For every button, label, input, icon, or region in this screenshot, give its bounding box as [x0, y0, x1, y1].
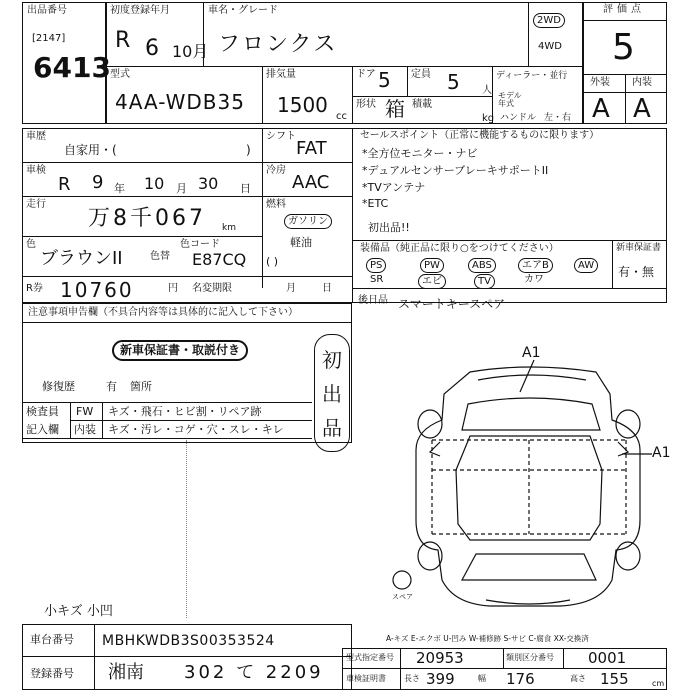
type-value: 4AA-WDB35 — [115, 90, 245, 114]
body-value: 箱 — [385, 97, 405, 121]
drive-4wd: 4WD — [538, 41, 562, 52]
inspection-month-unit: 月 — [176, 182, 187, 195]
diagram-legend: A-キズ E-エクボ U-凹み W-補修跡 S-サビ C-腐食 XX-交換済 — [386, 634, 589, 643]
divider — [400, 648, 401, 690]
name-change-label: 名変期限 — [192, 283, 232, 294]
recycle-label: R券 — [26, 283, 43, 294]
capacity-label: 定員 — [411, 69, 431, 80]
chassis-value: MBHKWDB3S00353524 — [102, 633, 275, 649]
damage-mark-top: A1 — [522, 345, 541, 361]
shift-value: FAT — [296, 138, 327, 159]
exterior-score: A — [592, 94, 610, 124]
inspection-year: 9 — [92, 172, 104, 193]
load-unit: kg — [482, 113, 495, 124]
handle-label: ハンドル — [500, 113, 537, 123]
displacement-label: 排気量 — [266, 69, 296, 80]
history-value: 自家用・( — [64, 143, 117, 157]
equipment-airbag: エアB — [518, 258, 553, 273]
divider — [503, 648, 504, 668]
displacement-value: 1500 — [277, 93, 328, 117]
equipment-pw: PW — [420, 258, 444, 273]
sales-item: 初出品!! — [368, 221, 410, 234]
sales-label: セールスポイント（正常に機能するものに限ります） — [360, 130, 600, 141]
capacity-value: 5 — [447, 70, 460, 94]
bottom-note: 小キズ 小凹 — [44, 604, 113, 619]
history-close: ) — [246, 143, 251, 157]
history-label: 車歴 — [26, 131, 46, 142]
dims-length-label: 長さ — [404, 674, 420, 683]
repair-value: 有 — [106, 380, 117, 393]
inspector-in-text: キズ・汚レ・コゲ・穴・スレ・キレ — [108, 423, 284, 436]
dims-label: 車検証明書 — [346, 674, 386, 683]
inspector-label-2: 記入欄 — [26, 423, 59, 436]
exterior-label: 外装 — [590, 77, 610, 88]
divider — [94, 624, 95, 690]
repair-label: 修復歴 — [42, 380, 75, 393]
dims-height-label: 高さ — [570, 674, 586, 683]
spare-label: スペア — [392, 593, 413, 601]
name-change-month: 月 — [286, 283, 296, 294]
dims-width-label: 幅 — [478, 674, 486, 683]
equipment-leather: カワ — [524, 274, 544, 285]
equipment-aw: AW — [574, 258, 598, 273]
mileage-unit: km — [222, 223, 236, 233]
body-label: 形状 — [356, 99, 376, 110]
model-name-label: 車名・グレード — [208, 5, 278, 16]
inspection-label: 車検 — [26, 165, 46, 176]
inspection-era: R — [58, 174, 71, 195]
inspector-in: 内装 — [74, 423, 96, 436]
lot-number: 6413 — [33, 51, 111, 84]
color-code: E87CQ — [192, 250, 247, 269]
fuel-other: ( ) — [266, 255, 279, 268]
inspection-day-unit: 日 — [240, 182, 251, 195]
interior-label: 内装 — [632, 77, 652, 88]
doors-label: ドア — [356, 69, 376, 80]
dims-length: 399 — [426, 670, 455, 688]
cert-value: 20953 — [416, 649, 464, 667]
color-value: ブラウンII — [40, 248, 123, 269]
color-label: 色 — [26, 239, 36, 250]
plate-number: 302 て 2209 — [184, 662, 324, 683]
warranty-value: 有・無 — [618, 265, 655, 279]
repair-unit: 箇所 — [130, 380, 152, 393]
score-value: 5 — [612, 27, 635, 68]
model-name-value: フロンクス — [218, 32, 338, 57]
first-reg-era: R — [115, 28, 131, 53]
notes-label: 注意事項申告欄（不具合内容等は具体的に記入して下さい） — [28, 307, 298, 318]
cert-class-label: 類別区分番号 — [506, 653, 554, 662]
doors-value: 5 — [378, 68, 391, 92]
equipment-tv: TV — [474, 274, 495, 289]
dims-width: 176 — [506, 670, 535, 688]
ac-value: AAC — [292, 172, 330, 193]
color-change-label: 色替 — [150, 251, 170, 262]
inspector-label-1: 検査員 — [26, 405, 59, 418]
mileage-value: 万8千067 — [88, 206, 206, 231]
inspection-year-unit: 年 — [114, 182, 125, 195]
fuel-diesel: 軽油 — [290, 236, 312, 249]
inspector-fw: FW — [76, 405, 94, 418]
first-listing-stamp: 初出品 — [314, 334, 350, 452]
shift-label: シフト — [266, 131, 296, 142]
equipment-label: 装備品（純正品に限り○をつけてください） — [360, 243, 559, 254]
damage-mark-side: A1 — [652, 445, 671, 461]
equipment-ps: PS — [366, 258, 386, 273]
score-label: 評価点 — [603, 4, 645, 15]
first-reg-month: 10月 — [172, 42, 209, 61]
mileage-label: 走行 — [26, 199, 46, 210]
chassis-label: 車台番号 — [30, 633, 74, 646]
after-label: 後日品 — [358, 295, 388, 306]
first-reg-label: 初度登録年月 — [110, 5, 170, 16]
recycle-value: 10760 — [60, 278, 134, 302]
sales-item: *TVアンテナ — [362, 181, 426, 194]
sales-item: *ETC — [362, 197, 389, 210]
type-label: 型式 — [110, 69, 130, 80]
dims-height: 155 — [600, 670, 629, 688]
drive-2wd: 2WD — [533, 13, 565, 28]
fuel-label: 燃料 — [266, 199, 286, 210]
warranty-label: 新車保証書 — [616, 243, 662, 253]
color-code-label: 色コード — [180, 239, 220, 250]
plate-region: 湘南 — [108, 662, 144, 683]
dealer-label: ディーラー・並行 — [496, 71, 568, 81]
recycle-unit: 円 — [168, 283, 178, 294]
inspection-month: 10 — [144, 174, 165, 193]
dims-unit: cm — [652, 679, 665, 688]
inspection-day: 30 — [198, 174, 219, 193]
lot-code: [2147] — [32, 33, 66, 44]
first-reg-year: 6 — [145, 36, 159, 61]
lot-label: 出品番号 — [27, 5, 67, 16]
divider — [342, 668, 667, 669]
cert-label: 型式指定番号 — [346, 653, 394, 662]
divider — [22, 656, 352, 657]
after-value: スマートキースペア — [398, 297, 506, 311]
name-change-day: 日 — [322, 283, 332, 294]
handle-value: 左・右 — [544, 113, 572, 123]
equipment-ebi: エビ — [418, 274, 446, 289]
plate-label: 登録番号 — [30, 667, 74, 680]
equipment-sr: SR — [370, 274, 384, 285]
divider — [563, 648, 564, 668]
displacement-unit: cc — [336, 111, 347, 122]
model-year-label: モデル年式 — [498, 91, 522, 108]
interior-score: A — [633, 94, 651, 124]
capacity-unit: 人 — [482, 85, 492, 96]
cert-class-value: 0001 — [588, 649, 627, 667]
load-label: 積載 — [412, 99, 432, 110]
ac-label: 冷房 — [266, 165, 286, 176]
new-car-warranty-badge: 新車保証書・取説付き — [112, 340, 248, 361]
sales-item: *全方位モニター・ナビ — [362, 147, 478, 160]
equipment-abs: ABS — [468, 258, 496, 273]
fuel-gasoline: ガソリン — [284, 214, 332, 229]
sales-item: *デュアルセンサーブレーキサポートII — [362, 164, 549, 177]
inspector-fw-text: キズ・飛石・ヒビ割・リペア跡 — [108, 405, 262, 418]
